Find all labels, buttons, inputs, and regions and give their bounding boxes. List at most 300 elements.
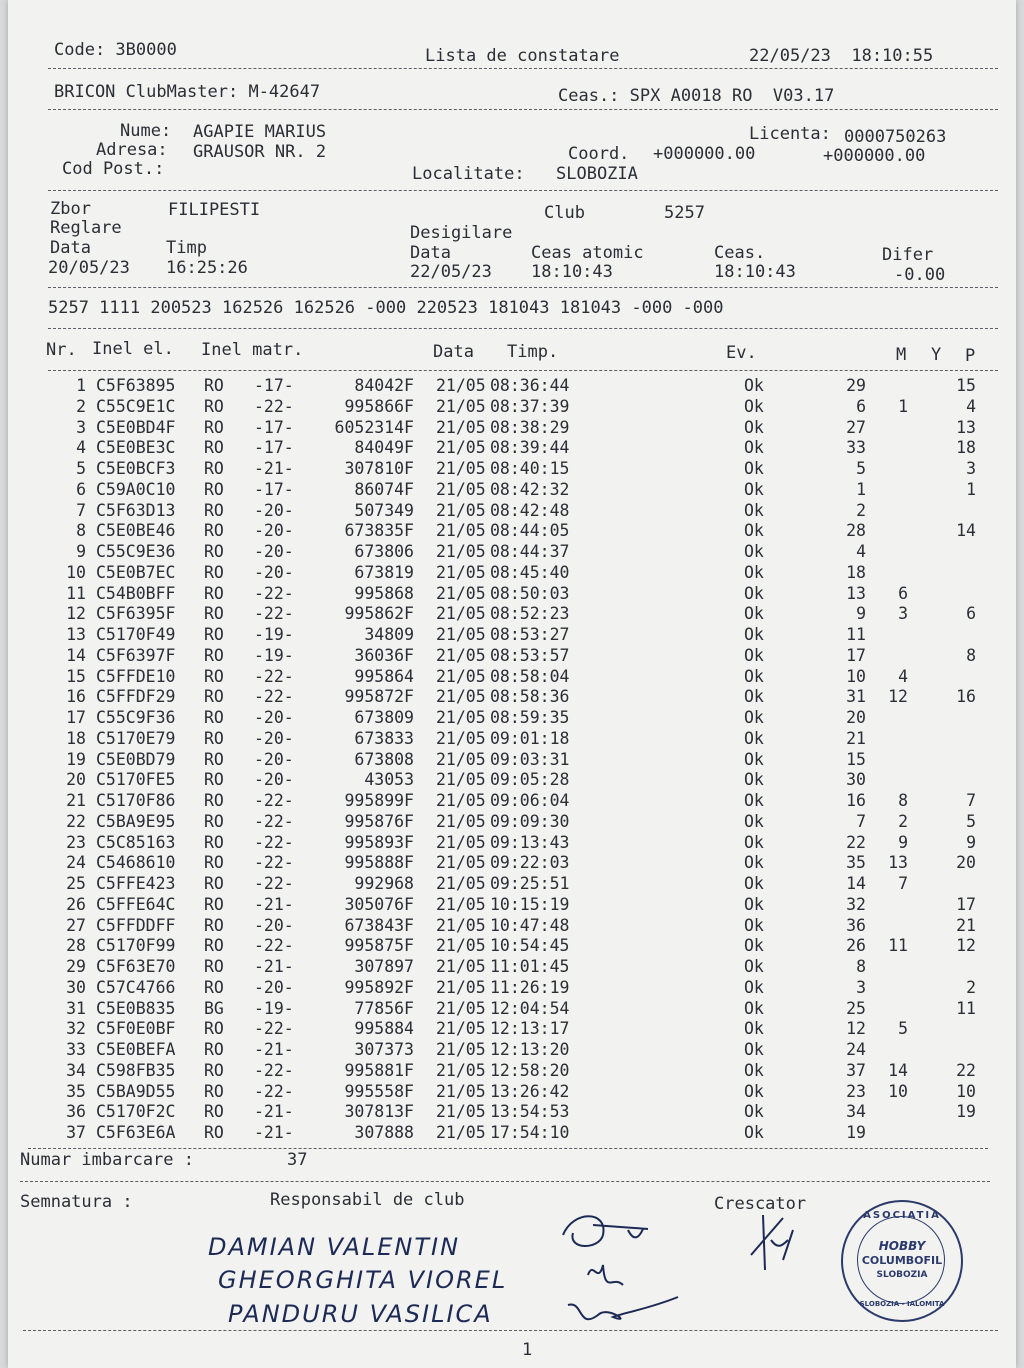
row-number: 14 bbox=[66, 645, 86, 665]
owner-address: GRAUSOR NR. 2 bbox=[193, 142, 327, 162]
arrival-date: 21/05 bbox=[436, 770, 486, 790]
clock-id: Ceas.: SPX A0018 RO V03.17 bbox=[558, 86, 835, 106]
table-row bbox=[8, 480, 1016, 500]
country: RO bbox=[204, 417, 224, 437]
rank-p: 15 bbox=[956, 376, 976, 395]
event-status: Ok bbox=[744, 666, 764, 686]
year: -22- bbox=[254, 687, 294, 707]
club-stamp bbox=[841, 1200, 963, 1322]
event-status: Ok bbox=[744, 770, 764, 790]
year: -22- bbox=[254, 1081, 294, 1101]
country: RO bbox=[204, 894, 224, 914]
ring-number: 995899F bbox=[344, 791, 414, 810]
rank-p: 2 bbox=[966, 977, 976, 997]
rank-p: 22 bbox=[956, 1060, 976, 1080]
year: -22- bbox=[254, 791, 294, 810]
arrival-date: 21/05 bbox=[436, 542, 486, 561]
event-status: Ok bbox=[744, 728, 764, 748]
country: RO bbox=[204, 1123, 224, 1142]
rank-y: 13 bbox=[888, 853, 908, 873]
handwritten-name-1: DAMIAN VALENTIN bbox=[208, 1233, 461, 1261]
arrival-time: 09:03:31 bbox=[490, 749, 570, 769]
year: -20- bbox=[254, 728, 294, 748]
row-number: 33 bbox=[66, 1040, 86, 1059]
country: RO bbox=[204, 1060, 224, 1080]
row-number: 3 bbox=[76, 417, 86, 437]
ring-electronic: C5BA9E95 bbox=[96, 811, 176, 831]
arrival-time: 10:15:19 bbox=[490, 894, 570, 914]
arrival-time: 09:25:51 bbox=[490, 874, 570, 893]
arrival-date: 21/05 bbox=[436, 687, 486, 707]
rank-value: 1 bbox=[856, 479, 866, 499]
country: RO bbox=[204, 1081, 224, 1101]
table-row bbox=[8, 1082, 1016, 1102]
country: RO bbox=[204, 376, 224, 395]
signature-scribbles bbox=[553, 1205, 693, 1335]
stamp-bottom-text: SLOBOZIA - IALOMITA bbox=[859, 1300, 945, 1308]
ring-electronic: C5F63895 bbox=[96, 376, 176, 395]
ring-number: 43053 bbox=[364, 770, 414, 790]
ring-electronic: C5F6395F bbox=[96, 604, 176, 624]
table-row bbox=[8, 646, 1016, 666]
ring-number: 995876F bbox=[344, 811, 414, 831]
event-status: Ok bbox=[744, 998, 764, 1018]
rank-y: 9 bbox=[898, 832, 908, 852]
ring-electronic: C5E0BE46 bbox=[96, 521, 176, 541]
table-row bbox=[8, 936, 1016, 956]
row-number: 28 bbox=[66, 936, 86, 956]
country: RO bbox=[204, 521, 224, 541]
col-date: Data bbox=[433, 342, 474, 362]
event-status: Ok bbox=[744, 417, 764, 437]
country: RO bbox=[204, 770, 224, 790]
ring-number: 305076F bbox=[344, 894, 414, 914]
ring-number: 307373 bbox=[354, 1040, 414, 1059]
arrival-time: 09:22:03 bbox=[490, 853, 570, 873]
arrival-time: 08:58:04 bbox=[490, 666, 570, 686]
row-number: 5 bbox=[76, 459, 86, 478]
arrival-date: 21/05 bbox=[436, 749, 486, 769]
event-status: Ok bbox=[744, 1123, 764, 1142]
arrival-time: 12:13:17 bbox=[490, 1019, 570, 1039]
arrival-time: 10:54:45 bbox=[490, 936, 570, 956]
rank-value: 12 bbox=[846, 1019, 866, 1039]
device-code: Code: 3B0000 bbox=[54, 40, 177, 60]
arrival-time: 08:44:37 bbox=[490, 542, 570, 561]
page-number: 1 bbox=[522, 1340, 533, 1360]
country: RO bbox=[204, 1040, 224, 1059]
rank-value: 2 bbox=[856, 500, 866, 520]
ring-electronic: C5F6397F bbox=[96, 645, 176, 665]
ring-electronic: C5BA9D55 bbox=[96, 1081, 176, 1101]
ring-number: 992968 bbox=[354, 874, 414, 893]
country: RO bbox=[204, 687, 224, 707]
arrival-date: 21/05 bbox=[436, 728, 486, 748]
address-label: Adresa: bbox=[96, 140, 168, 160]
table-row bbox=[8, 812, 1016, 832]
rank-value: 22 bbox=[846, 832, 866, 852]
table-row bbox=[8, 1061, 1016, 1081]
country: RO bbox=[204, 604, 224, 624]
arrival-date: 21/05 bbox=[436, 936, 486, 956]
table-row bbox=[8, 584, 1016, 604]
rank-value: 16 bbox=[846, 791, 866, 810]
table-row bbox=[8, 1040, 1016, 1060]
ring-electronic: C55C9E1C bbox=[96, 396, 176, 416]
country: RO bbox=[204, 853, 224, 873]
table-row bbox=[8, 895, 1016, 915]
divider bbox=[48, 190, 998, 191]
country: RO bbox=[204, 459, 224, 478]
rank-value: 25 bbox=[846, 998, 866, 1018]
year: -22- bbox=[254, 604, 294, 624]
report-sheet bbox=[8, 0, 1016, 1368]
col-m: M bbox=[896, 345, 907, 365]
rank-p: 13 bbox=[956, 417, 976, 437]
club-number: 5257 bbox=[664, 203, 705, 223]
row-number: 18 bbox=[66, 728, 86, 748]
ring-electronic: C5170F49 bbox=[96, 625, 176, 644]
arrival-time: 17:54:10 bbox=[490, 1123, 570, 1142]
divider bbox=[28, 1148, 988, 1149]
country: RO bbox=[204, 811, 224, 831]
year: -20- bbox=[254, 542, 294, 561]
table-row bbox=[8, 687, 1016, 707]
row-number: 31 bbox=[66, 998, 86, 1018]
table-row bbox=[8, 750, 1016, 770]
row-number: 13 bbox=[66, 625, 86, 644]
ring-electronic: C5E0BE3C bbox=[96, 438, 176, 458]
country: RO bbox=[204, 500, 224, 520]
ring-number: 86074F bbox=[354, 479, 414, 499]
ring-number: 307813F bbox=[344, 1102, 414, 1122]
year: -17- bbox=[254, 438, 294, 458]
arrival-date: 21/05 bbox=[436, 1123, 486, 1142]
year: -20- bbox=[254, 977, 294, 997]
arrival-date: 21/05 bbox=[436, 1060, 486, 1080]
event-status: Ok bbox=[744, 791, 764, 810]
table-row bbox=[8, 729, 1016, 749]
row-number: 34 bbox=[66, 1060, 86, 1080]
row-number: 15 bbox=[66, 666, 86, 686]
year: -19- bbox=[254, 625, 294, 644]
set-label: Reglare bbox=[50, 218, 122, 238]
row-number: 17 bbox=[66, 708, 86, 727]
arrival-date: 21/05 bbox=[436, 562, 486, 582]
coord-lat: +000000.00 bbox=[653, 144, 756, 164]
ring-electronic: C55C9E36 bbox=[96, 542, 176, 561]
ring-electronic: C598FB35 bbox=[96, 1060, 176, 1080]
col-p: P bbox=[965, 346, 976, 366]
table-row bbox=[8, 957, 1016, 977]
stamp-line-3: SLOBOZIA bbox=[876, 1270, 928, 1280]
arrival-time: 13:26:42 bbox=[490, 1081, 570, 1101]
row-number: 32 bbox=[66, 1019, 86, 1039]
row-number: 37 bbox=[66, 1123, 86, 1142]
rank-p: 8 bbox=[966, 645, 976, 665]
arrival-time: 09:09:30 bbox=[490, 811, 570, 831]
arrival-date: 21/05 bbox=[436, 521, 486, 541]
arrival-date: 21/05 bbox=[436, 417, 486, 437]
table-row bbox=[8, 438, 1016, 458]
ring-number: 995866F bbox=[344, 396, 414, 416]
ring-electronic: C5F0E0BF bbox=[96, 1019, 176, 1039]
event-status: Ok bbox=[744, 438, 764, 458]
arrival-time: 08:44:05 bbox=[490, 521, 570, 541]
rank-value: 33 bbox=[846, 438, 866, 458]
country: RO bbox=[204, 479, 224, 499]
arrival-time: 09:01:18 bbox=[490, 728, 570, 748]
rank-y: 2 bbox=[898, 811, 908, 831]
divider bbox=[23, 1330, 998, 1331]
rank-value: 37 bbox=[846, 1060, 866, 1080]
year: -20- bbox=[254, 562, 294, 582]
arrival-date: 21/05 bbox=[436, 894, 486, 914]
rank-value: 28 bbox=[846, 521, 866, 541]
year: -21- bbox=[254, 1040, 294, 1059]
rank-y: 4 bbox=[898, 666, 908, 686]
ring-number: 995862F bbox=[344, 604, 414, 624]
rank-value: 19 bbox=[846, 1123, 866, 1142]
divider bbox=[48, 287, 998, 288]
arrival-date: 21/05 bbox=[436, 998, 486, 1018]
ring-electronic: C5C85163 bbox=[96, 832, 176, 852]
ring-electronic: C5F63D13 bbox=[96, 500, 176, 520]
rank-p: 7 bbox=[966, 791, 976, 810]
country: RO bbox=[204, 791, 224, 810]
arrival-time: 08:39:44 bbox=[490, 438, 570, 458]
arrival-time: 12:04:54 bbox=[490, 998, 570, 1018]
rank-value: 34 bbox=[846, 1102, 866, 1122]
rank-value: 30 bbox=[846, 770, 866, 790]
country: RO bbox=[204, 1019, 224, 1039]
table-row bbox=[8, 1019, 1016, 1039]
rank-y: 10 bbox=[888, 1081, 908, 1101]
arrival-date: 21/05 bbox=[436, 459, 486, 478]
ring-number: 995893F bbox=[344, 832, 414, 852]
col-time: Timp. bbox=[507, 342, 559, 362]
rank-p: 16 bbox=[956, 687, 976, 707]
year: -20- bbox=[254, 770, 294, 790]
rank-p: 10 bbox=[956, 1081, 976, 1101]
table-row bbox=[8, 521, 1016, 541]
rank-value: 15 bbox=[846, 749, 866, 769]
table-row bbox=[8, 459, 1016, 479]
event-status: Ok bbox=[744, 874, 764, 893]
ring-electronic: C5FFDE10 bbox=[96, 666, 176, 686]
arrival-time: 13:54:53 bbox=[490, 1102, 570, 1122]
ring-number: 307897 bbox=[354, 957, 414, 976]
year: -21- bbox=[254, 957, 294, 976]
ring-number: 995868 bbox=[354, 583, 414, 603]
year: -21- bbox=[254, 1102, 294, 1122]
ring-number: 673808 bbox=[354, 749, 414, 769]
country: RO bbox=[204, 728, 224, 748]
ring-number: 673835F bbox=[344, 521, 414, 541]
table-row bbox=[8, 604, 1016, 624]
ring-number: 995888F bbox=[344, 853, 414, 873]
year: -17- bbox=[254, 376, 294, 395]
year: -21- bbox=[254, 894, 294, 914]
arrival-date: 21/05 bbox=[436, 376, 486, 395]
arrival-time: 08:40:15 bbox=[490, 459, 570, 478]
ring-number: 307810F bbox=[344, 459, 414, 478]
rank-p: 21 bbox=[956, 915, 976, 935]
arrival-date: 21/05 bbox=[436, 977, 486, 997]
table-row bbox=[8, 916, 1016, 936]
table-row bbox=[8, 418, 1016, 438]
ring-electronic: C57C4766 bbox=[96, 977, 176, 997]
event-status: Ok bbox=[744, 1081, 764, 1101]
ring-number: 995881F bbox=[344, 1060, 414, 1080]
divider bbox=[48, 109, 998, 110]
arrival-time: 12:58:20 bbox=[490, 1060, 570, 1080]
locality: SLOBOZIA bbox=[556, 164, 638, 184]
breeder-label: Crescator bbox=[714, 1194, 807, 1214]
country: RO bbox=[204, 666, 224, 686]
ring-number: 995875F bbox=[344, 936, 414, 956]
divider bbox=[20, 1181, 990, 1182]
rank-value: 5 bbox=[856, 459, 866, 478]
row-number: 16 bbox=[66, 687, 86, 707]
arrival-date: 21/05 bbox=[436, 832, 486, 852]
row-number: 7 bbox=[76, 500, 86, 520]
col-ring-reg: Inel matr. bbox=[201, 340, 304, 360]
unseal-date: 22/05/23 bbox=[410, 262, 492, 282]
rank-y: 6 bbox=[898, 583, 908, 603]
table-row bbox=[8, 978, 1016, 998]
year: -22- bbox=[254, 1060, 294, 1080]
ring-electronic: C5170F99 bbox=[96, 936, 176, 956]
arrival-date: 21/05 bbox=[436, 1081, 486, 1101]
rank-value: 31 bbox=[846, 687, 866, 707]
ring-electronic: C5FFE64C bbox=[96, 894, 176, 914]
event-status: Ok bbox=[744, 521, 764, 541]
arrival-time: 09:13:43 bbox=[490, 832, 570, 852]
event-status: Ok bbox=[744, 500, 764, 520]
country: RO bbox=[204, 874, 224, 893]
arrival-date: 21/05 bbox=[436, 625, 486, 644]
ring-electronic: C5FFDF29 bbox=[96, 687, 176, 707]
rank-p: 20 bbox=[956, 853, 976, 873]
rank-value: 17 bbox=[846, 645, 866, 665]
table-row bbox=[8, 1123, 1016, 1143]
rank-y: 14 bbox=[888, 1060, 908, 1080]
table-row bbox=[8, 791, 1016, 811]
rank-value: 3 bbox=[856, 977, 866, 997]
country: RO bbox=[204, 625, 224, 644]
event-status: Ok bbox=[744, 542, 764, 561]
row-number: 26 bbox=[66, 894, 86, 914]
country: BG bbox=[204, 998, 224, 1018]
event-status: Ok bbox=[744, 708, 764, 727]
ring-number: 673809 bbox=[354, 708, 414, 727]
event-status: Ok bbox=[744, 1019, 764, 1039]
locality-label: Localitate: bbox=[412, 164, 525, 184]
ring-electronic: C55C9F36 bbox=[96, 708, 176, 727]
row-number: 19 bbox=[66, 749, 86, 769]
arrival-time: 08:52:23 bbox=[490, 604, 570, 624]
row-number: 12 bbox=[66, 604, 86, 624]
rank-p: 6 bbox=[966, 604, 976, 624]
arrival-date: 21/05 bbox=[436, 1040, 486, 1059]
stamp-line-1: HOBBY bbox=[878, 1239, 926, 1253]
arrival-time: 08:38:29 bbox=[490, 417, 570, 437]
table-row bbox=[8, 999, 1016, 1019]
rank-value: 24 bbox=[846, 1040, 866, 1059]
ring-electronic: C5E0BD79 bbox=[96, 749, 176, 769]
rank-p: 14 bbox=[956, 521, 976, 541]
year: -17- bbox=[254, 417, 294, 437]
handwritten-name-3: PANDURU VASILICA bbox=[228, 1300, 493, 1328]
event-status: Ok bbox=[744, 604, 764, 624]
col-nr: Nr. bbox=[46, 340, 77, 360]
ring-number: 995872F bbox=[344, 687, 414, 707]
year: -20- bbox=[254, 521, 294, 541]
event-status: Ok bbox=[744, 479, 764, 499]
rank-y: 12 bbox=[888, 687, 908, 707]
set-date-label: Data bbox=[50, 238, 91, 258]
arrival-time: 08:45:40 bbox=[490, 562, 570, 582]
country: RO bbox=[204, 583, 224, 603]
country: RO bbox=[204, 438, 224, 458]
row-number: 23 bbox=[66, 832, 86, 852]
table-row bbox=[8, 874, 1016, 894]
arrival-time: 08:58:36 bbox=[490, 687, 570, 707]
rank-value: 7 bbox=[856, 811, 866, 831]
year: -21- bbox=[254, 1123, 294, 1142]
rank-y: 3 bbox=[898, 604, 908, 624]
rank-value: 6 bbox=[856, 396, 866, 416]
rank-value: 20 bbox=[846, 708, 866, 727]
clubmaster-id: BRICON ClubMaster: M-42647 bbox=[54, 82, 321, 102]
unseal-date-label: Data bbox=[410, 243, 451, 263]
year: -22- bbox=[254, 666, 294, 686]
rank-y: 7 bbox=[898, 874, 908, 893]
ring-number: 84049F bbox=[354, 438, 414, 458]
ring-electronic: C5170FE5 bbox=[96, 770, 176, 790]
year: -19- bbox=[254, 998, 294, 1018]
rank-value: 4 bbox=[856, 542, 866, 561]
postcode-label: Cod Post.: bbox=[62, 159, 165, 179]
arrival-date: 21/05 bbox=[436, 645, 486, 665]
rank-p: 19 bbox=[956, 1102, 976, 1122]
arrival-date: 21/05 bbox=[436, 791, 486, 810]
arrival-time: 08:59:35 bbox=[490, 708, 570, 727]
arrival-date: 21/05 bbox=[436, 1019, 486, 1039]
col-ring-el: Inel el. bbox=[92, 339, 174, 359]
year: -20- bbox=[254, 749, 294, 769]
event-status: Ok bbox=[744, 853, 764, 873]
ring-electronic: C5170F2C bbox=[96, 1102, 176, 1122]
year: -20- bbox=[254, 708, 294, 727]
rank-value: 9 bbox=[856, 604, 866, 624]
event-status: Ok bbox=[744, 687, 764, 707]
row-number: 6 bbox=[76, 479, 86, 499]
col-ev: Ev. bbox=[726, 343, 757, 363]
arrival-time: 08:42:32 bbox=[490, 479, 570, 499]
set-date: 20/05/23 bbox=[48, 258, 130, 278]
ring-electronic: C54B0BFF bbox=[96, 583, 176, 603]
arrival-time: 11:26:19 bbox=[490, 977, 570, 997]
club-label: Club bbox=[544, 203, 585, 223]
row-number: 30 bbox=[66, 977, 86, 997]
ring-electronic: C5468610 bbox=[96, 853, 176, 873]
flight-label: Zbor bbox=[50, 199, 91, 219]
event-status: Ok bbox=[744, 396, 764, 416]
country: RO bbox=[204, 749, 224, 769]
stamp-line-2: COLUMBOFIL bbox=[861, 1254, 943, 1267]
